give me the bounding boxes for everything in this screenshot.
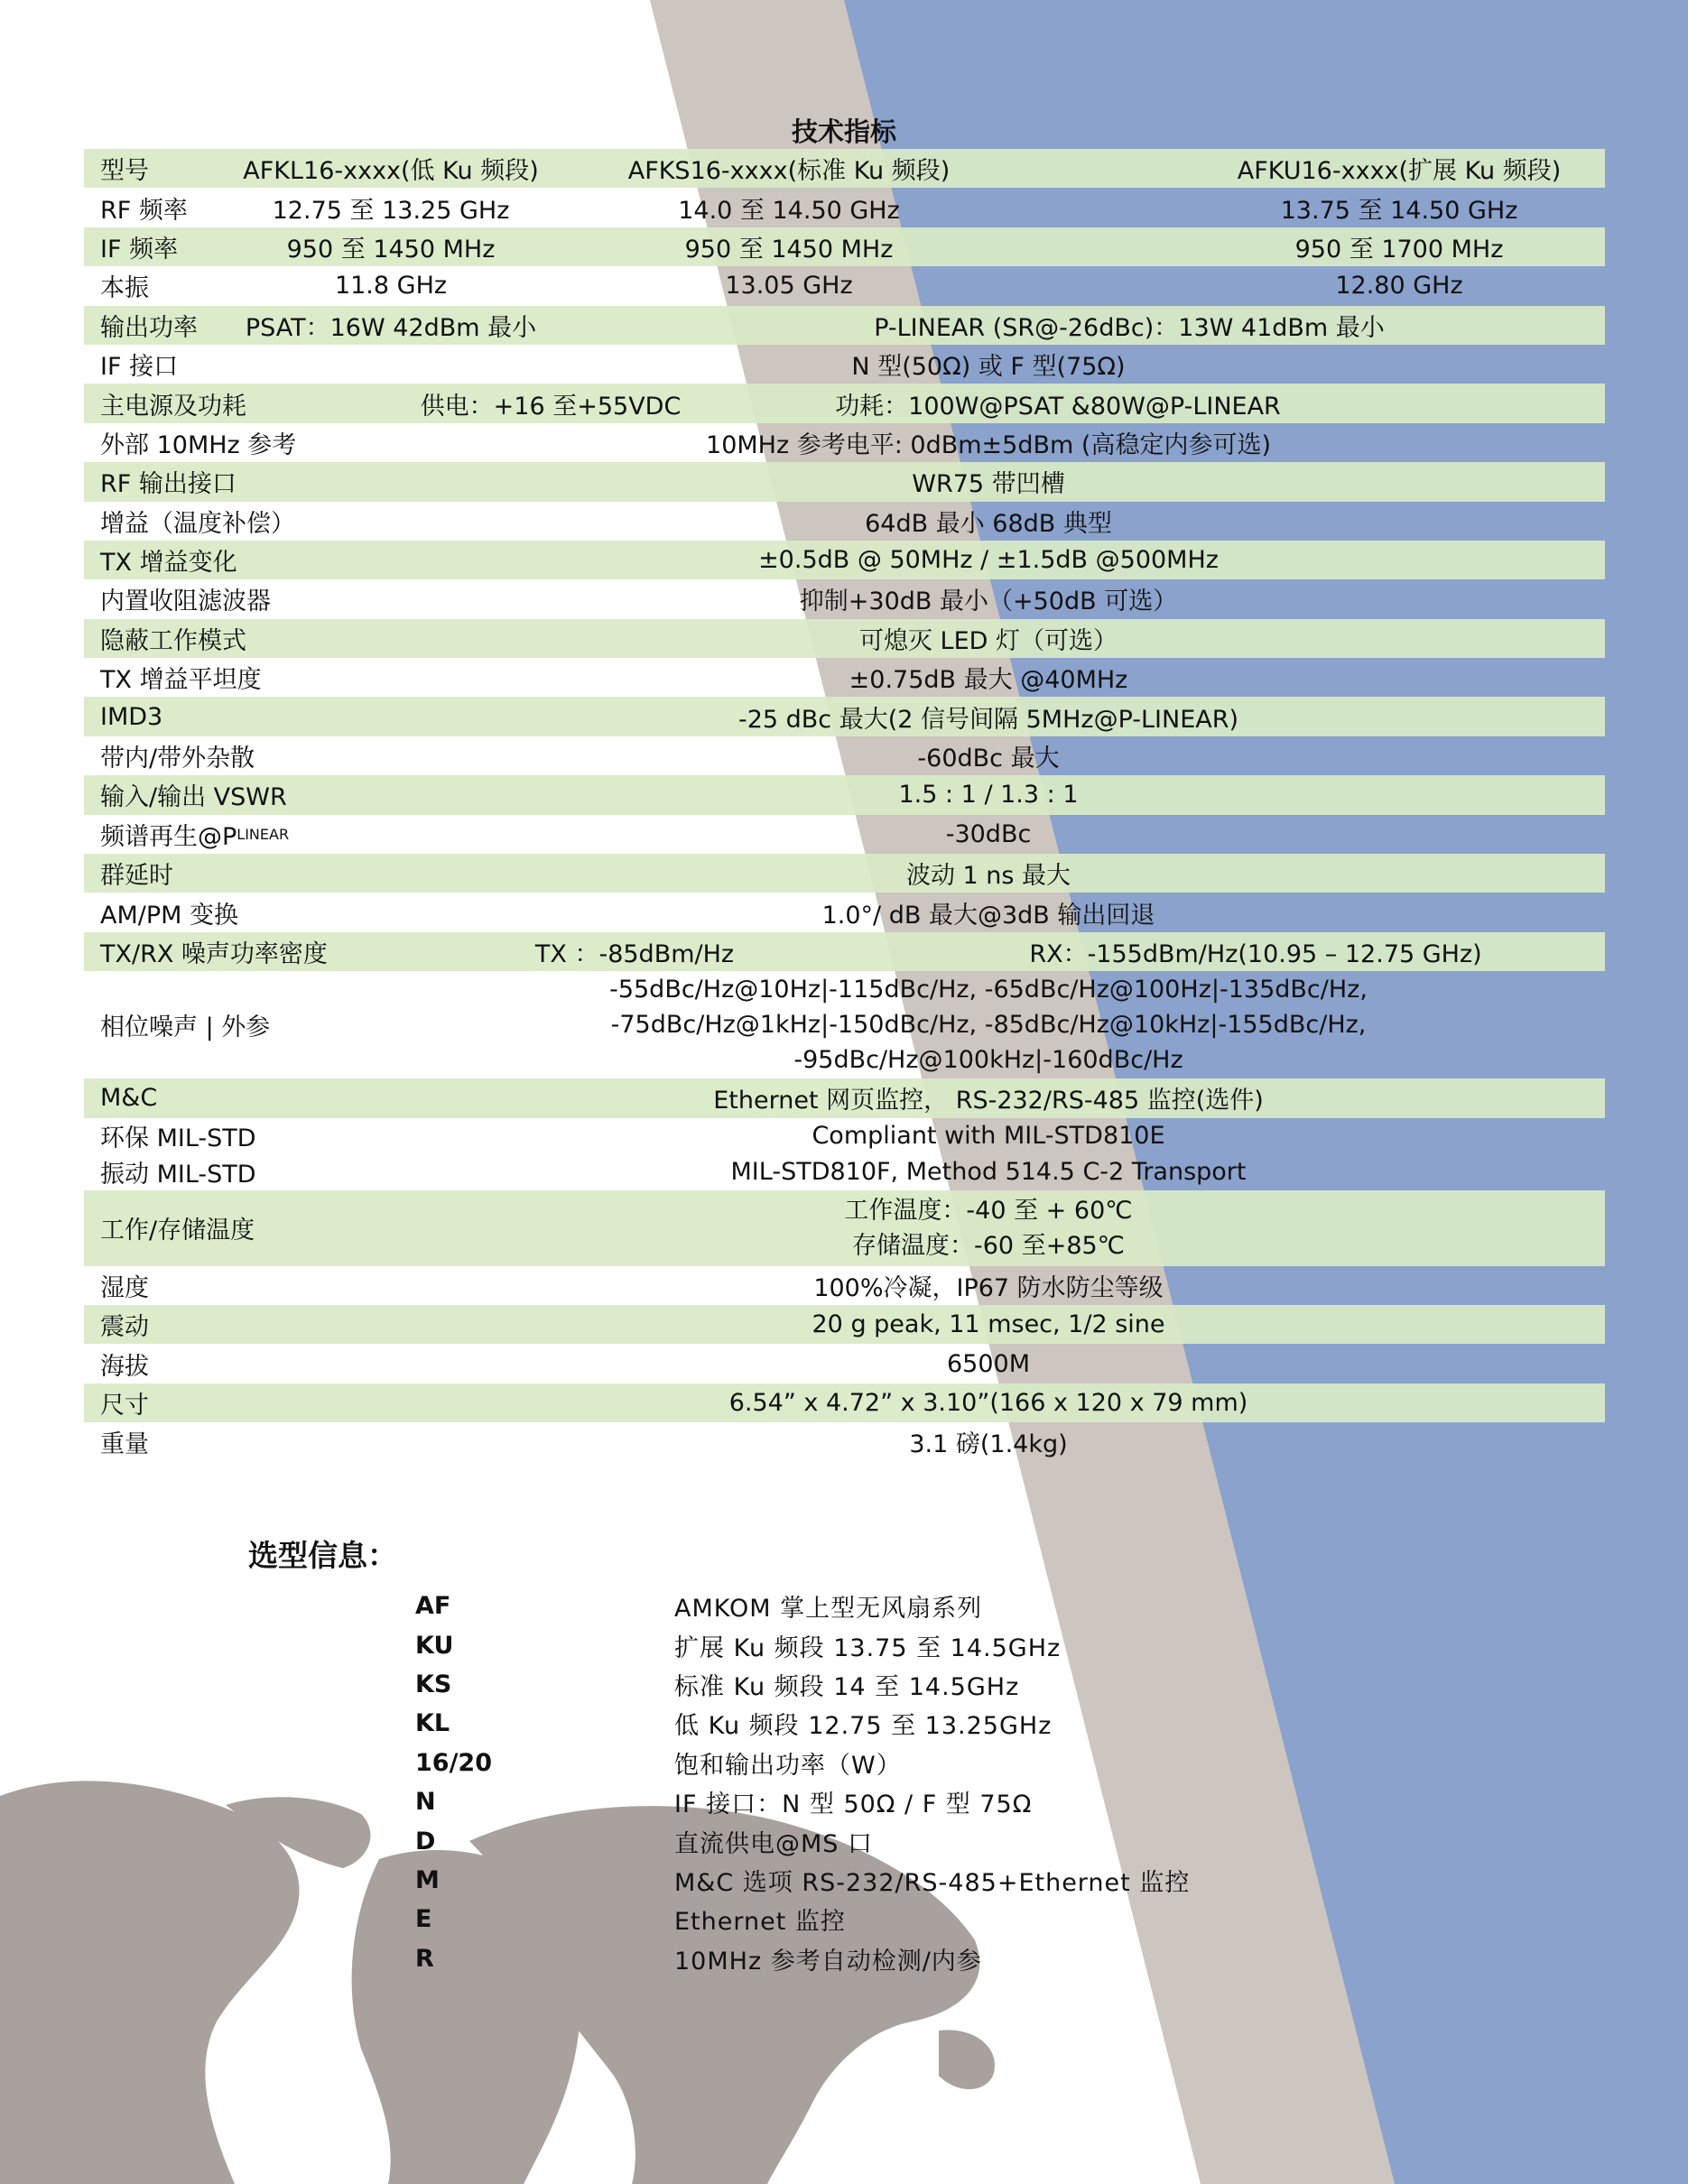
- selection-desc: 10MHz 参考自动检测/内参: [674, 1947, 982, 1976]
- selection-item: [415, 1587, 1190, 1625]
- selection-desc: 标准 Ku 频段 14 至 14.5GHz: [674, 1672, 1020, 1701]
- selection-item: [415, 1782, 1190, 1821]
- selection-code: KU: [415, 1631, 454, 1660]
- row-label: 相位噪声 | 外参: [100, 1013, 271, 1042]
- spec-table: [84, 149, 1605, 1462]
- selection-code: KS: [415, 1670, 452, 1698]
- selection-desc: 直流供电@MS 口: [674, 1829, 874, 1858]
- selection-item: [415, 1625, 1190, 1664]
- row-label: TX/RX 噪声功率密度: [100, 940, 328, 968]
- row-label: 尺寸: [100, 1391, 149, 1420]
- table-row-power-supply: 主电源及功耗 供电：+16 至+55VDC 功耗：100W@PSAT &80W@P-LINEAR: [84, 384, 1605, 422]
- table-row-model: 型号 AFKL16-xxxx(低 Ku 频段) AFKS16-xxxx(标准 Ku 频段) AFKU16-xxxx(扩展 Ku 频段): [84, 149, 1605, 188]
- table-row-humidity: 湿度 100%冷凝，IP67 防水防尘等级: [84, 1266, 1605, 1305]
- table-row-if-port: IF 接口 N 型(50Ω) 或 F 型(75Ω): [84, 345, 1605, 384]
- selection-desc: AMKOM 掌上型无风扇系列: [674, 1595, 983, 1624]
- page-title: 技术指标: [791, 116, 896, 147]
- selection-item: [415, 1665, 1190, 1704]
- selection-code: R: [415, 1944, 434, 1973]
- table-row-weight: 重量 3.1 磅(1.4kg): [84, 1422, 1605, 1461]
- selection-item: [415, 1900, 1190, 1939]
- table-row-shock: 震动 20 g peak, 11 msec, 1/2 sine: [84, 1305, 1605, 1344]
- selection-title: 选型信息：: [248, 1538, 397, 1573]
- row-label: 工作/存储温度: [100, 1217, 255, 1245]
- table-row-env: 环保 MIL-STD Compliant with MIL-STD810E: [84, 1118, 1605, 1154]
- row-label: 震动: [100, 1313, 149, 1342]
- selection-code: 16/20: [415, 1748, 493, 1777]
- row-label: 外部 10MHz 参考: [100, 430, 297, 459]
- table-row-rf-output-port: RF 输出接口 WR75 带凹槽: [84, 462, 1605, 501]
- table-row-noise-density: TX/RX 噪声功率密度 TX ：-85dBm/Hz RX：-155dBm/Hz(10.95 – 12.75 GHz): [84, 932, 1605, 971]
- row-label: 输入/输出 VSWR: [100, 783, 287, 812]
- row-label: 环保 MIL-STD: [100, 1124, 256, 1153]
- selection-item: [415, 1821, 1190, 1860]
- row-label: 内置收阻滤波器: [100, 588, 271, 616]
- selection-code: D: [415, 1827, 436, 1855]
- row-label: IF 接口: [100, 353, 179, 382]
- row-label: IF 频率: [100, 235, 179, 264]
- table-row-gain: 增益（温度补偿） 64dB 最小 68dB 典型: [84, 502, 1605, 541]
- selection-desc: 饱和输出功率（W）: [674, 1751, 902, 1780]
- table-row-lo: 本振 11.8 GHz 13.05 GHz 12.80 GHz: [84, 266, 1605, 305]
- selection-desc: IF 接口：N 型 50Ω / F 型 75Ω: [674, 1791, 1033, 1819]
- row-label: RF 频率: [100, 196, 188, 225]
- table-row-stealth-mode: 隐蔽工作模式 可熄灭 LED 灯（可选）: [84, 619, 1605, 658]
- table-row-vswr: 输入/输出 VSWR 1.5 : 1 / 1.3 : 1: [84, 775, 1605, 814]
- selection-desc: M&C 选项 RS-232/RS-485+Ethernet 监控: [674, 1868, 1191, 1897]
- selection-item: [415, 1861, 1190, 1900]
- selection-item: [415, 1939, 1190, 1978]
- row-label: IMD3: [100, 702, 163, 731]
- table-row-mc: M&C Ethernet 网页监控， RS-232/RS-485 监控(选件): [84, 1078, 1605, 1117]
- selection-item: [415, 1704, 1190, 1743]
- row-label: 增益（温度补偿）: [100, 509, 295, 538]
- table-row-group-delay: 群延时 波动 1 ns 最大: [84, 854, 1605, 893]
- table-row-temperature: 工作/存储温度 工作温度：-40 至 + 60℃ 存储温度：-60 至+85℃: [84, 1190, 1605, 1266]
- selection-desc: 低 Ku 频段 12.75 至 13.25GHz: [674, 1712, 1053, 1741]
- table-row-spectral-regrowth: 频谱再生@P LINEAR -30dBc: [84, 815, 1605, 854]
- selection-desc: 扩展 Ku 频段 13.75 至 14.5GHz: [674, 1633, 1062, 1662]
- row-label: 本振: [100, 274, 149, 303]
- table-row-spurious: 带内/带外杂散 -60dBc 最大: [84, 736, 1605, 775]
- selection-desc: Ethernet 监控: [674, 1908, 846, 1937]
- table-row-if-freq: IF 频率 950 至 1450 MHz 950 至 1450 MHz 950 至 1700 MHz: [84, 227, 1605, 266]
- row-label: 重量: [100, 1430, 149, 1459]
- row-label: 振动 MIL-STD: [100, 1161, 256, 1189]
- table-row-vibration: 振动 MIL-STD MIL-STD810F, Method 514.5 C-2 Transport: [84, 1154, 1605, 1190]
- row-label: 输出功率: [100, 313, 198, 342]
- row-label: 湿度: [100, 1273, 149, 1302]
- table-row-10mhz-ref: 外部 10MHz 参考 10MHz 参考电平: 0dBm±5dBm (高稳定内参可选): [84, 423, 1605, 462]
- selection-code: AF: [415, 1592, 451, 1621]
- row-label: AM/PM 变换: [100, 901, 239, 930]
- selection-list: [415, 1587, 1190, 1978]
- selection-item: [415, 1744, 1190, 1782]
- row-label: M&C: [100, 1084, 158, 1113]
- table-row-tx-flatness: TX 增益平坦度 ±0.75dB 最大 @40MHz: [84, 658, 1605, 697]
- row-label: 带内/带外杂散: [100, 745, 255, 773]
- row-label: 隐蔽工作模式: [100, 626, 246, 655]
- table-row-altitude: 海拔 6500M: [84, 1344, 1605, 1383]
- row-label: 群延时: [100, 862, 173, 891]
- table-row-reject-filter: 内置收阻滤波器 抑制+30dB 最小（+50dB 可选）: [84, 579, 1605, 618]
- row-label: TX 增益平坦度: [100, 666, 262, 695]
- selection-code: KL: [415, 1709, 450, 1738]
- row-label: 主电源及功耗: [100, 392, 246, 421]
- row-label: 频谱再生@P LINEAR: [100, 822, 290, 851]
- table-row-size: 尺寸 6.54” x 4.72” x 3.10”(166 x 120 x 79 mm): [84, 1384, 1605, 1422]
- table-row-am-pm: AM/PM 变换 1.0°/ dB 最大@3dB 输出回退: [84, 893, 1605, 931]
- row-label: 型号: [100, 157, 149, 186]
- selection-code: E: [415, 1905, 432, 1934]
- row-label: RF 输出接口: [100, 470, 237, 499]
- row-label: TX 增益变化: [100, 549, 237, 578]
- table-row-output-power: 输出功率 PSAT：16W 42dBm 最小 P-LINEAR (SR@-26dBc)：13W 41dBm 最小: [84, 306, 1605, 345]
- selection-code: N: [415, 1788, 436, 1817]
- table-row-phase-noise: 相位噪声 | 外参 -55dBc/Hz@10Hz|-115dBc/Hz, -65dBc/Hz@100Hz|-135dBc/Hz, -75dBc/Hz@1kHz|-150dBc/Hz, -85dBc/Hz@10kHz|-155dBc/Hz, -95dBc/Hz@100kHz|-160dBc/Hz: [84, 971, 1605, 1078]
- selection-code: M: [415, 1865, 440, 1894]
- table-row-imd3: IMD3 -25 dBc 最大(2 信号间隔 5MHz@P-LINEAR): [84, 697, 1605, 736]
- table-row-rf-freq: RF 频率 12.75 至 13.25 GHz 14.0 至 14.50 GHz 13.75 至 14.50 GHz: [84, 188, 1605, 227]
- table-row-tx-gain-variation: TX 增益变化 ±0.5dB @ 50MHz / ±1.5dB @500MHz: [84, 541, 1605, 579]
- row-label: 海拔: [100, 1352, 149, 1381]
